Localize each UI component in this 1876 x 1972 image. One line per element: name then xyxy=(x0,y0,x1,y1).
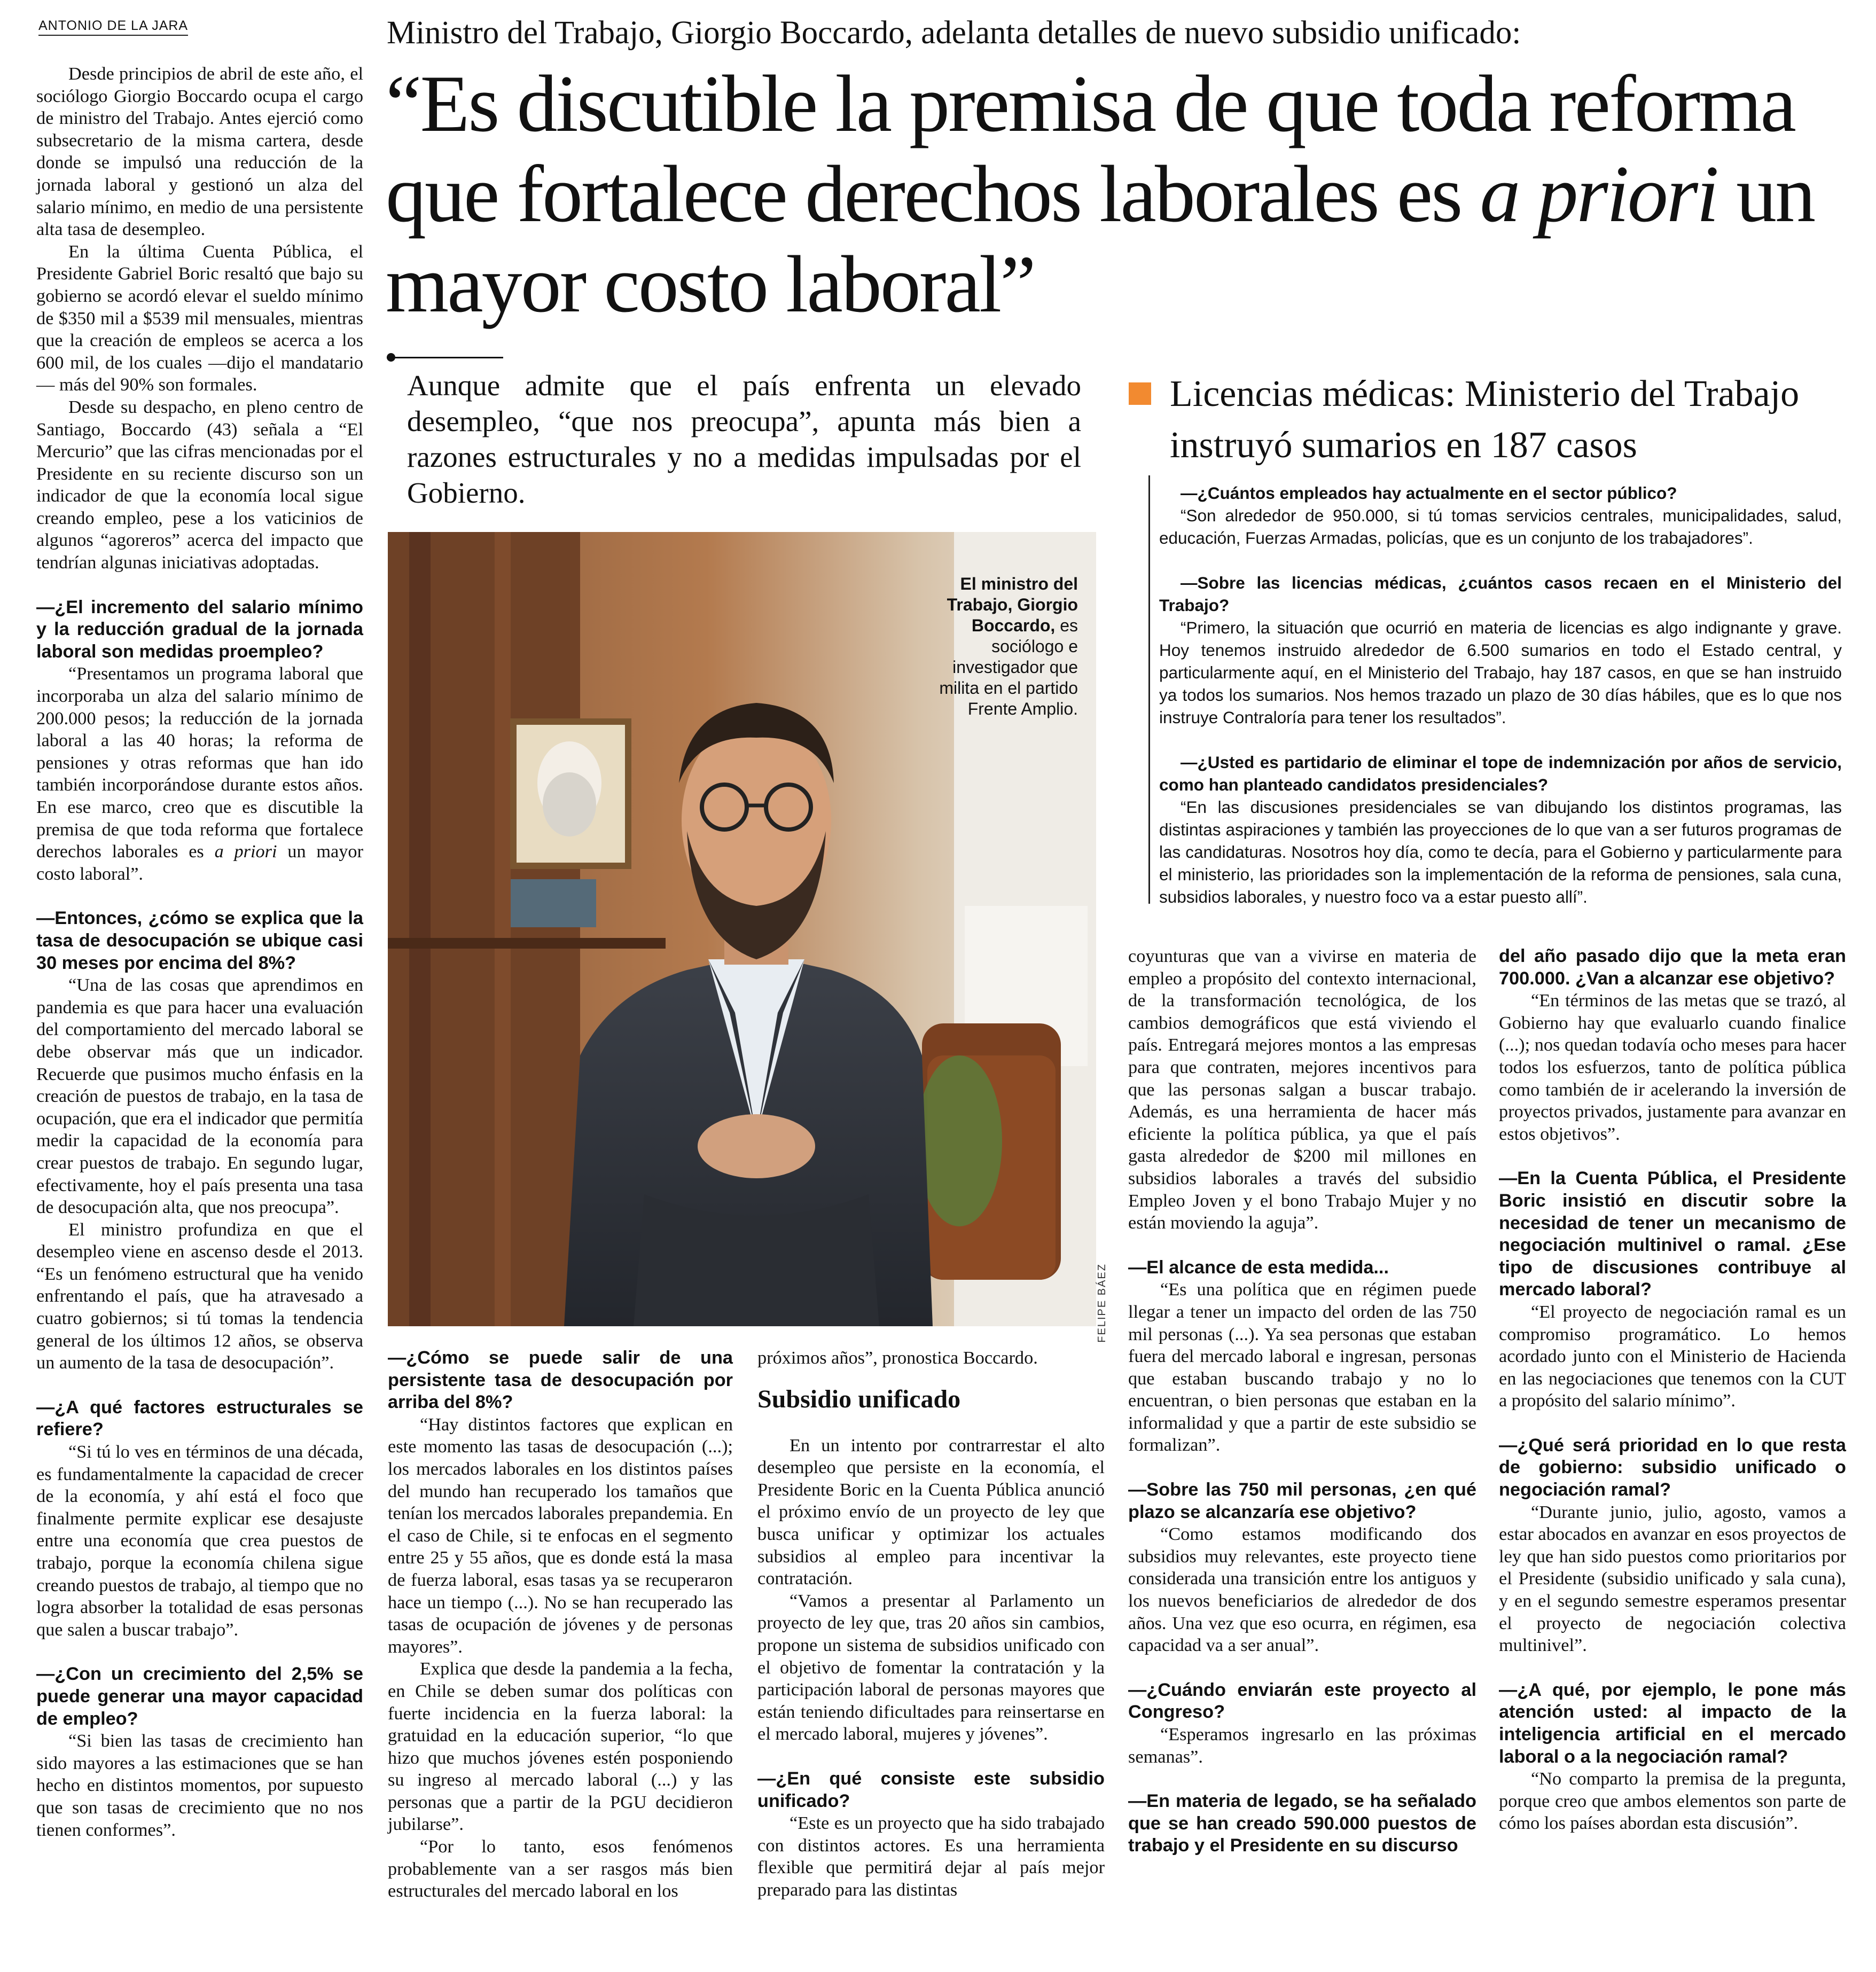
interview-question: del año pasado dijo que la meta eran 700.000. ¿Van a alcanzar ese objetivo? xyxy=(1499,946,1846,989)
caption-bold: El ministro del Trabajo, Giorgio Boccardo, xyxy=(947,574,1078,635)
article-column-1 xyxy=(36,63,363,1841)
headline-italic: a priori xyxy=(1480,149,1718,239)
interview-question: —¿A qué factores estructurales se refiere? xyxy=(36,1397,363,1440)
interview-answer: “En términos de las metas que se trazó, al Gobierno hay que evaluarlo cuando finalice (...); nos quedan todavía ocho meses para hacer todos los esfuerzos, tanto de política pública como también de ir acelerando la inversión de proyectos privados, justamente para avanzar en estos objetivos”. xyxy=(1499,990,1846,1144)
deck-rule xyxy=(387,357,503,358)
body-paragraph: “Vamos a presentar al Parlamento un proyecto de ley que, tras 20 años sin cambios, propone un sistema de subsidios unificado con el objetivo de fomentar la contratación y la participación laboral de personas mayores que están teniendo dificultades para reinsertarse en el mercado laboral, mujeres y jóvenes”. xyxy=(757,1590,1105,1744)
interview-answer: “Es una política que en régimen puede llegar a tener un impacto del orden de las 750 mil personas (...). Ya sea personas que estaban fuera del mercado laboral e ingresan, personas que estaban buscando trabajo y no lo encuentran, o bien personas que estaban en la informalidad y que a partir de este subsidio se formalizan”. xyxy=(1128,1279,1476,1455)
interview-question: —¿En qué consiste este subsidio unificado? xyxy=(757,1768,1105,1811)
interview-answer: “No comparto la premisa de la pregunta, porque creo que ambos elementos son parte de cómo los países abordan esta discusión”. xyxy=(1499,1768,1846,1834)
interview-answer: “Esperamos ingresarlo en las próximas semanas”. xyxy=(1128,1724,1476,1767)
sidebar-answer: “En las discusiones presidenciales se van dibujando los distintos programas, las distintas aspiraciones y también las proyecciones de lo que van a ser futuros programas de las candidaturas. Nosotros hoy día, como te decía, para el Gobierno y particularmente para el ministerio, las prioridades son la implementación de la reforma de pensiones, sala cuna, subsidios laborales, y nuestro foco va a estar puesto allí”. xyxy=(1159,797,1842,906)
interview-answer xyxy=(36,663,363,885)
interview-question: —¿El incremento del salario mínimo y la reducción gradual de la jornada laboral son medidas proempleo? xyxy=(36,597,363,662)
body-paragraph: “Por lo tanto, esos fenómenos probablemente van a ser rasgos más bien estructurales del mercado laboral en los xyxy=(388,1836,733,1901)
interview-question: —¿Cómo se puede salir de una persistente tasa de desocupación por arriba del 8%? xyxy=(388,1348,733,1413)
section-subhead: Subsidio unificado xyxy=(757,1384,961,1413)
sidebar-body xyxy=(1159,482,1842,908)
deck: Aunque admite que el país enfrenta un elevado desempleo, “que nos preocupa”, apunta más bien a razones estructurales y no a medidas impulsadas por el Gobierno. xyxy=(407,369,1081,509)
headline-part-1: “Es discutible la premisa de que toda reforma que fortalece derechos laborales es xyxy=(386,59,1795,239)
interview-answer: “Si bien las tasas de crecimiento han sido mayores a las estimaciones que se han hecho en distintos momentos, por supuesto que son tasas de crecimiento que no nos tienen conformes”. xyxy=(36,1731,363,1840)
answer-part: “Presentamos un programa laboral que incorporaba un alza del salario mínimo de 200.000 pesos; la reducción de la jornada laboral a las 40 horas; la reforma de pensiones y otras reformas que han ido también incorporándose durante estos años. En ese marco, creo que es discutible la premisa de que toda reforma que fortalece derechos laborales es xyxy=(36,663,363,862)
deck-bullet xyxy=(387,353,395,362)
body-paragraph: En un intento por contrarrestar el alto desempleo que persiste en la economía, el Presidente Boric en la Cuenta Pública anunció el próximo envío de un proyecto de ley que busca unificar y optimizar los actuales subsidios al empleo para incentivar la contratación. xyxy=(757,1435,1105,1589)
kicker: Ministro del Trabajo, Giorgio Boccardo, adelanta detalles de nuevo subsidio unificado: xyxy=(387,15,1521,51)
sidebar-answer: “Primero, la situación que ocurrió en materia de licencias es algo indignante y grave. Hoy tenemos instruido alrededor de 6.500 sumarios en todo el Estado central, y particularmente aquí, en el Ministerio del Trabajo, hay 187 casos, en que se han instruido ya todos los sumarios. Nos hemos trazado un plazo de 30 días hábiles, que es lo que nos instruye Contraloría para tener los resultados”. xyxy=(1159,618,1842,727)
sidebar-question: —¿Usted es partidario de eliminar el tope de indemnización por años de servicio, como han planteado candidatos presidenciales? xyxy=(1159,753,1842,794)
interview-answer: “Este es un proyecto que ha sido trabajado con distintos actores. Es una herramienta flexible que permitirá dejar al país mejor preparado para las distintas xyxy=(757,1813,1105,1900)
interview-question: —Sobre las 750 mil personas, ¿en qué plazo se alcanzaría ese objetivo? xyxy=(1128,1480,1476,1522)
interview-answer: “Durante junio, julio, agosto, vamos a estar abocados en avanzar en esos proyectos de ley que han sido puestos como prioritarios por el Presidente (subsidio unificado y sala cuna), y en el segundo semestre esperamos presentar el proyecto de negociación colectiva multinivel”. xyxy=(1499,1501,1846,1656)
interview-question: —¿A qué, por ejemplo, le pone más atención usted: al impacto de la inteligencia artificial en el mercado laboral o a la negociación ramal? xyxy=(1499,1679,1846,1767)
sidebar-rule xyxy=(1148,475,1150,904)
interview-question: —En la Cuenta Pública, el Presidente Boric insistió en discutir sobre la necesidad de tener un mecanismo de negociación multinivel o ramal. ¿Ese tipo de discusiones contribuye al mercado laboral? xyxy=(1499,1168,1846,1300)
body-paragraph: próximos años”, pronostica Boccardo. xyxy=(757,1348,1038,1368)
interview-answer: “Como estamos modificando dos subsidios muy relevantes, este proyecto tiene considerada una transición entre los antiguos y los nuevos beneficiarios de alrededor de dos años. Una vez que eso ocurra, en régimen, esa capacidad va a ser anual”. xyxy=(1128,1524,1476,1656)
answer-part: un mayor costo laboral”. xyxy=(36,841,363,884)
sidebar-marker-square xyxy=(1129,382,1151,405)
caption-rest: es sociólogo e investigador que milita en el partido Frente Amplio. xyxy=(939,616,1078,718)
byline: ANTONIO DE LA JARA xyxy=(38,18,188,36)
interview-answer: “Hay distintos factores que explican en este momento las tasas de desocupación (...); los mercados laborales en los distintos países del mundo han recuperado los tamaños que tenían los mercados laborales prepandemia. En el caso de Chile, si te enfocas en el segmento entre 25 y 55 años, que es donde está la masa de fuerza laboral, esas tasas ya se recuperaron hace un tiempo (...). No se han recuperado las tasas de ocupación de jóvenes y de personas mayores”. xyxy=(388,1414,733,1657)
sidebar-answer: “Son alrededor de 950.000, si tú tomas servicios centrales, municipalidades, salud, educación, Fuerzas Armadas, policías, que es un conjunto de los trabajadores”. xyxy=(1159,506,1842,547)
interview-question: —¿Qué será prioridad en lo que resta de gobierno: subsidio unificado o negociación ramal? xyxy=(1499,1435,1846,1500)
answer-italic: a priori xyxy=(214,841,277,862)
body-paragraph: El ministro profundiza en que el desempleo viene en ascenso desde el 2013. “Es un fenómeno estructural que ha venido enfrentando el país, que ha atravesado a cuatro gobiernos; si tú tomas la tendencia general de los últimos 12 años, se observa un aumento de la tasa de desocupación”. xyxy=(36,1219,363,1373)
interview-answer: “Una de las cosas que aprendimos en pandemia es que para hacer una evaluación del comportamiento del mercado laboral se debe observar más que un indicador. Recuerde que pusimos mucho énfasis en la creación de puestos de trabajo, en la tasa de ocupación, que era el indicador que permitía medir la capacidad de la economía para crear puestos de trabajo. En segundo lugar, efectivamente, hoy el país presenta una tasa de desocupación alta, que nos preocupa”. xyxy=(36,975,363,1218)
interview-answer: “Si tú lo ves en términos de una década, es fundamentalmente la capacidad de crecer de la economía, y ahí está el foco que finalmente permite explicar ese desajuste entre una economía que crea puestos de trabajo, porque la economía chilena sigue creando puestos de trabajo, al tiempo que no logra absorber la totalidad de esas personas que salen a buscar trabajo”. xyxy=(36,1442,363,1640)
sidebar-question: —¿Cuántos empleados hay actualmente en el sector público? xyxy=(1181,483,1677,503)
body-paragraph: Desde principios de abril de este año, el sociólogo Giorgio Boccardo ocupa el cargo de ministro del Trabajo. Antes ejerció como subsecretario de la misma cartera, desde donde se impulsó una reducción de la jornada laboral y gestionó un alza del salario mínimo, en medio de una persistente alta tasa de desempleo. xyxy=(36,64,363,240)
interview-question: —Entonces, ¿cómo se explica que la tasa de desocupación se ubique casi 30 meses por encima del 8%? xyxy=(36,908,363,973)
article-column-2 xyxy=(388,1347,733,1903)
article-column-3 xyxy=(757,1347,1105,1901)
body-paragraph: Explica que desde la pandemia a la fecha, en Chile se deben sumar dos políticas con fuerte incidencia en la fuerza laboral: la gratuidad en la educación superior, “lo que hizo que muchos jóvenes estén posponiendo su ingreso al mercado laboral (...) y las personas que a partir de la PGU decidieron jubilarse”. xyxy=(388,1658,733,1835)
body-paragraph: En la última Cuenta Pública, el Presidente Gabriel Boric resaltó que bajo su gobierno se acordó elevar el sueldo mínimo de $350 mil a $539 mil mensuales, mientras que la creación de empleos se acerca a los 600 mil, de los cuales —dijo el mandatario— más del 90% son formales. xyxy=(36,241,363,395)
sidebar-title: Licencias médicas: Ministerio del Trabajo instruyó sumarios en 187 casos xyxy=(1170,373,1800,466)
photo-caption xyxy=(917,574,1078,719)
article-column-4 xyxy=(1128,945,1476,1857)
headline-part-2: un mayor costo laboral” xyxy=(386,149,1815,329)
interview-question: —El alcance de esta medida... xyxy=(1128,1257,1389,1278)
interview-question: —¿Con un crecimiento del 2,5% se puede generar una mayor capacidad de empleo? xyxy=(36,1664,363,1729)
body-paragraph: Desde su despacho, en pleno centro de Santiago, Boccardo (43) señala a “El Mercurio” que las cifras mencionadas por el Presidente en su reciente discurso son un indicador de que la economía local sigue creando empleo, pese a los vaticinios de algunos “agoreros” acerca del impacto que tendrían algunas iniciativas adoptadas. xyxy=(36,396,363,573)
interview-answer: “El proyecto de negociación ramal es un compromiso programático. Lo hemos acordado junto con el Ministerio de Hacienda en las negociaciones que tenemos con la CUT a propósito del salario mínimo”. xyxy=(1499,1301,1846,1411)
photo-credit: FELIPE BÁEZ xyxy=(1096,1263,1108,1343)
headline xyxy=(386,59,1860,330)
interview-question: —¿Cuándo enviarán este proyecto al Congreso? xyxy=(1128,1679,1476,1723)
article-column-5 xyxy=(1499,945,1846,1835)
sidebar-question: —Sobre las licencias médicas, ¿cuántos casos recaen en el Ministerio del Trabajo? xyxy=(1159,573,1842,615)
body-paragraph: coyunturas que van a vivirse en materia de empleo a propósito del contexto internacional, de la transformación tecnológica, de los cambios demográficos que está viviendo el país. Entregará mejores montos a las empresas para que contraten, mejores incentivos para que las personas salgan a buscar trabajo. Además, es una herramienta de hacer más eficiente la política pública, ya que el país gasta alrededor de $200 mil millones en subsidios laborales a través del subsidio Empleo Joven y el bono Trabajo Mujer y no están moviendo la aguja”. xyxy=(1128,946,1476,1233)
interview-question: —En materia de legado, se ha señalado que se han creado 590.000 puestos de trabajo y el Presidente en su discurso xyxy=(1128,1791,1476,1856)
